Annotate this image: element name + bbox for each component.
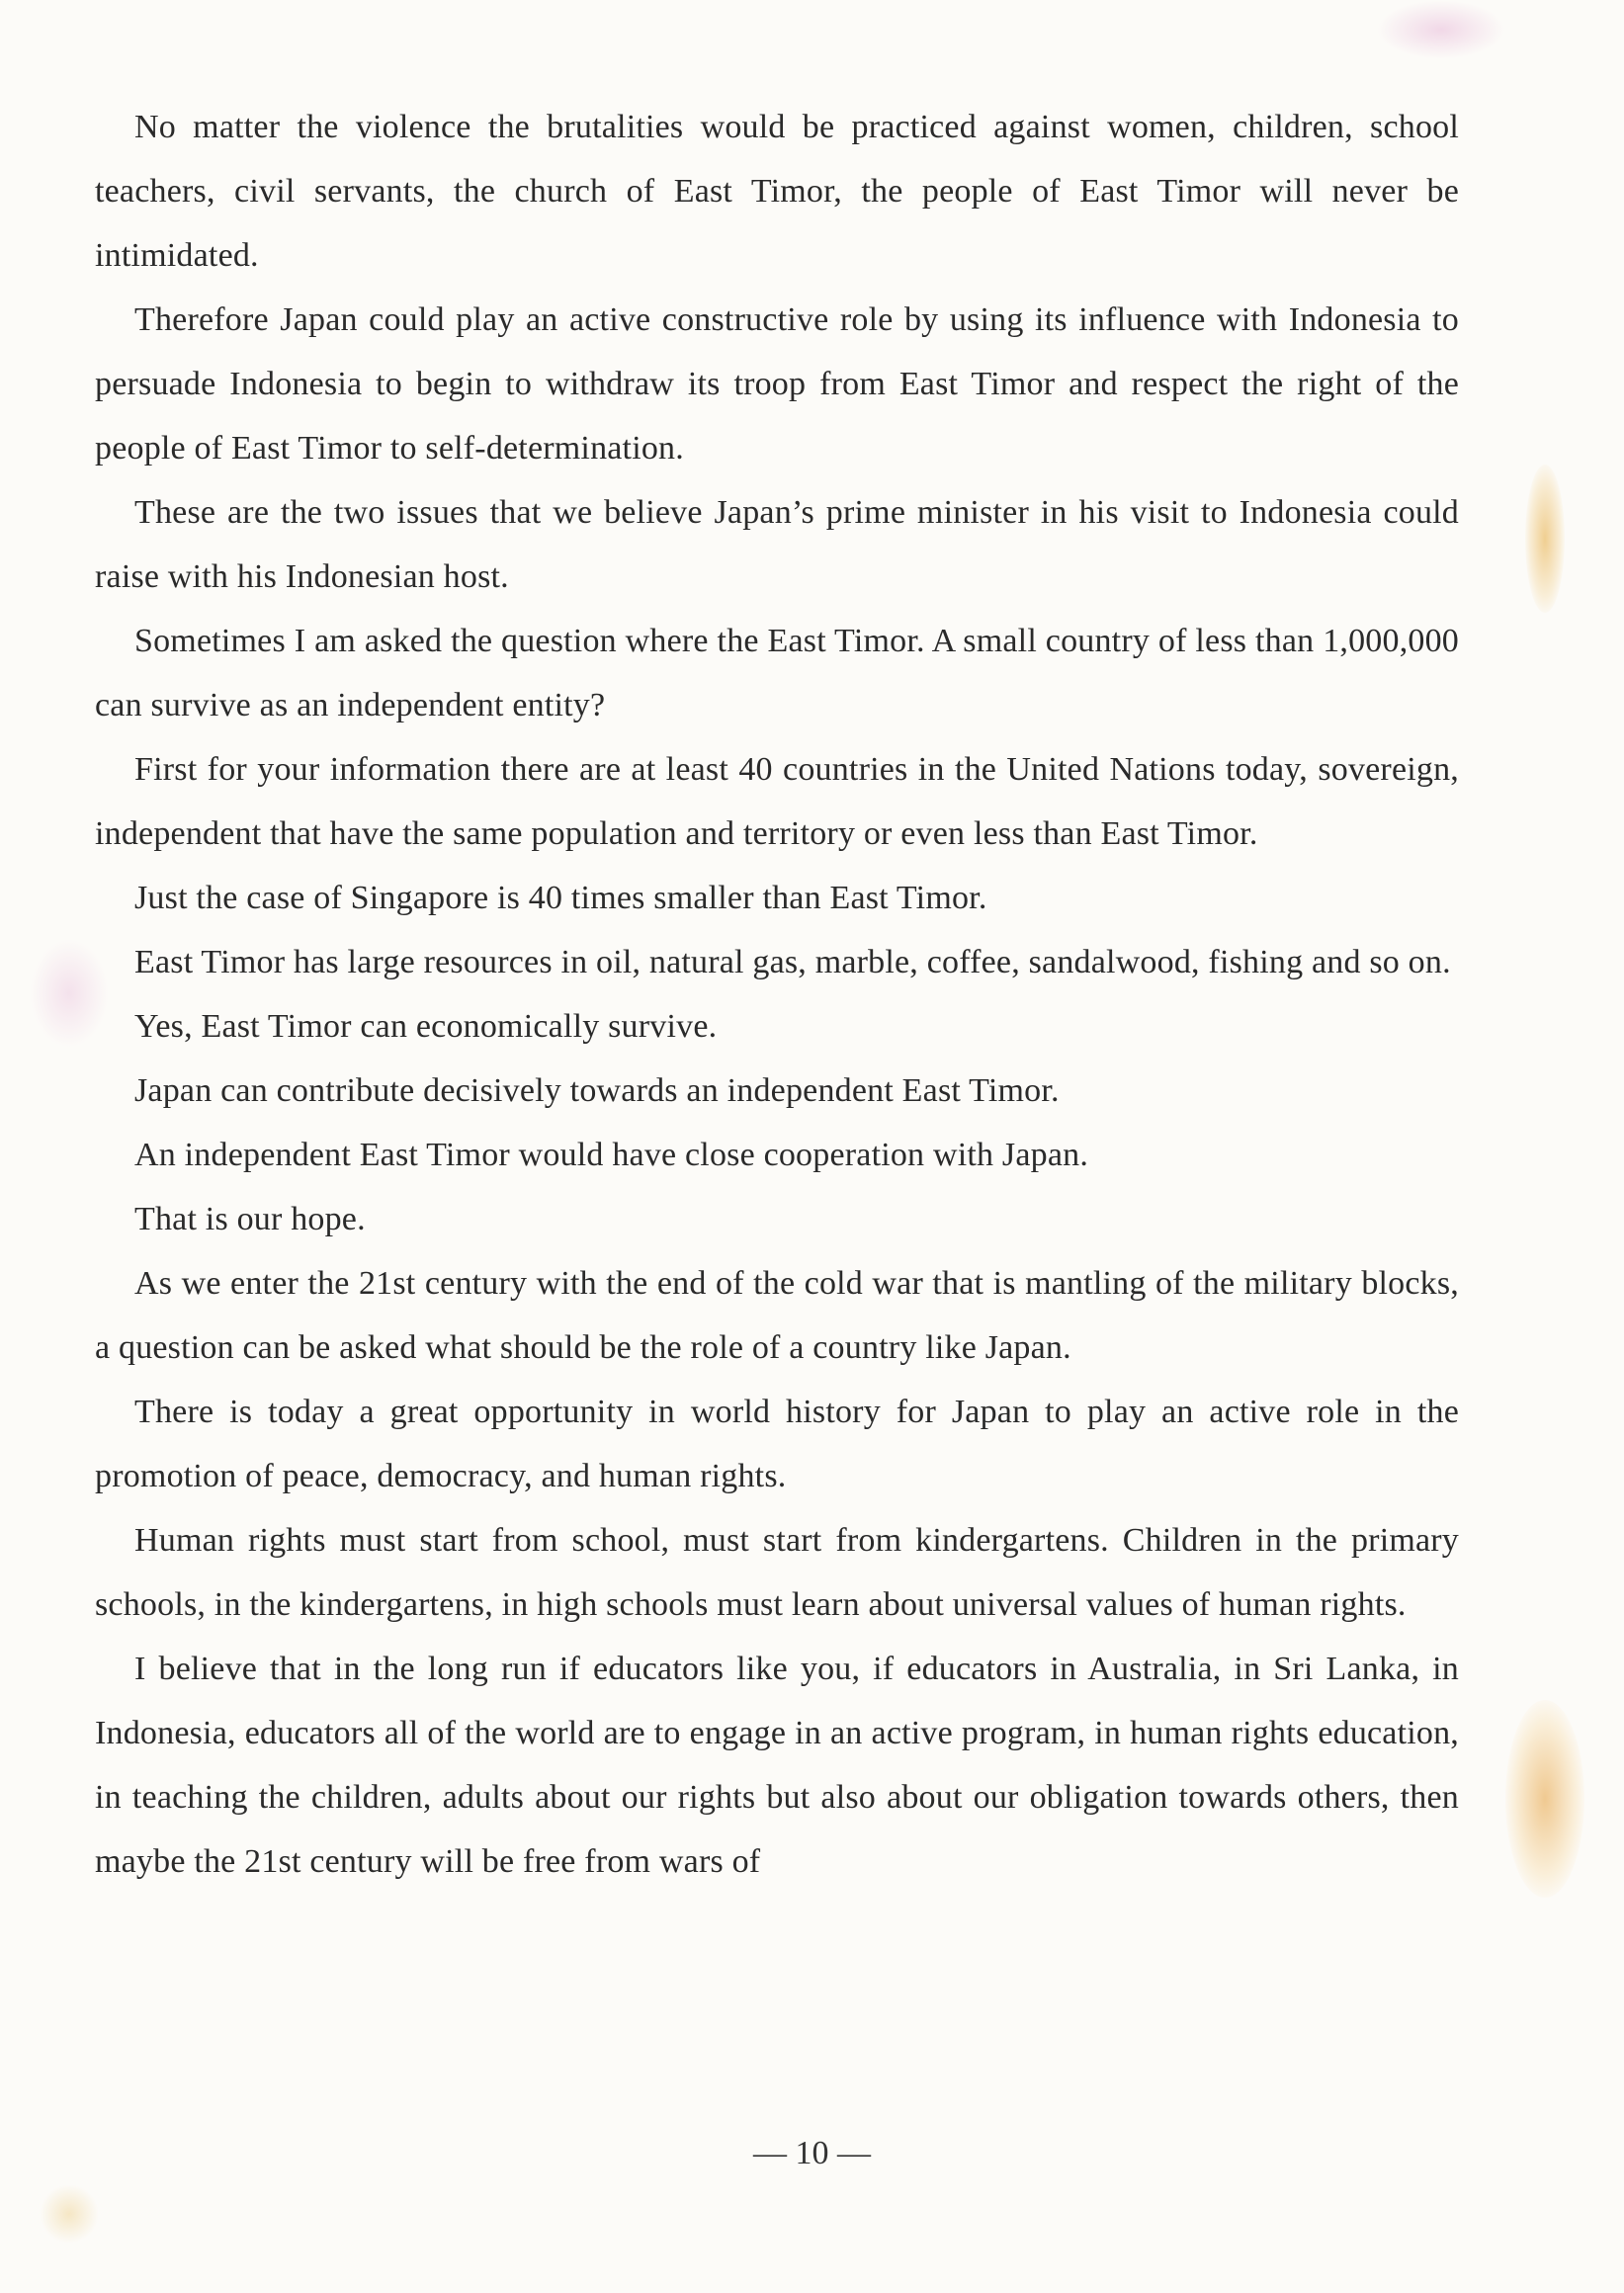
paragraph: Human rights must start from school, must start from kindergartens. Children in the primary schools, in the kindergartens, in high schools must learn about universal values of human rights. bbox=[95, 1522, 1459, 1623]
paragraph: I believe that in the long run if educators like you, if educators in Australia, in Sri Lanka, in Indonesia, educators all of the world are to engage in an active program, in human rights education, in teaching the children, adults about our rights but also about our obligation towards others, then maybe the 21st century will be free from wars of bbox=[95, 1651, 1459, 1880]
paragraph: There is today a great opportunity in world history for Japan to play an active role in the promotion of peace, democracy, and human rights. bbox=[95, 1394, 1459, 1494]
paragraph: That is our hope. bbox=[134, 1201, 366, 1237]
paragraph: Just the case of Singapore is 40 times smaller than East Timor. bbox=[134, 880, 987, 916]
paper-stain bbox=[40, 2184, 99, 2244]
paragraph: Japan can contribute decisively towards an independent East Timor. bbox=[134, 1072, 1060, 1109]
paragraph: An independent East Timor would have close cooperation with Japan. bbox=[134, 1137, 1089, 1173]
paragraph: East Timor has large resources in oil, natural gas, marble, coffee, sandalwood, fishing and so on. bbox=[134, 944, 1451, 980]
paragraph: Sometimes I am asked the question where the East Timor. A small country of less than 1,000,000 can survive as an independent entity? bbox=[95, 623, 1459, 723]
paragraph: These are the two issues that we believe Japan’s prime minister in his visit to Indonesia could raise with his Indonesian host. bbox=[95, 494, 1459, 595]
paper-stain bbox=[1377, 0, 1505, 59]
paragraph: As we enter the 21st century with the end of the cold war that is mantling of the military blocks, a question can be asked what should be the role of a country like Japan. bbox=[95, 1265, 1459, 1366]
paragraph: No matter the violence the brutalities would be practiced against women, children, school teachers, civil servants, the church of East Timor, the people of East Timor will never be intimidated. bbox=[95, 109, 1459, 274]
paragraph: Therefore Japan could play an active constructive role by using its influence with Indonesia to persuade Indonesia to begin to withdraw its troop from East Timor and respect the right of the people of East Timor to self-determination. bbox=[95, 301, 1459, 467]
paper-stain bbox=[1505, 1700, 1584, 1898]
body-text bbox=[95, 95, 1459, 1894]
paper-stain bbox=[1525, 465, 1565, 613]
page-number: — 10 — bbox=[753, 2135, 871, 2171]
paragraph: First for your information there are at least 40 countries in the United Nations today, sovereign, independent that have the same population and territory or even less than East Timor. bbox=[95, 751, 1459, 852]
paragraph: Yes, East Timor can economically survive. bbox=[134, 1008, 718, 1045]
